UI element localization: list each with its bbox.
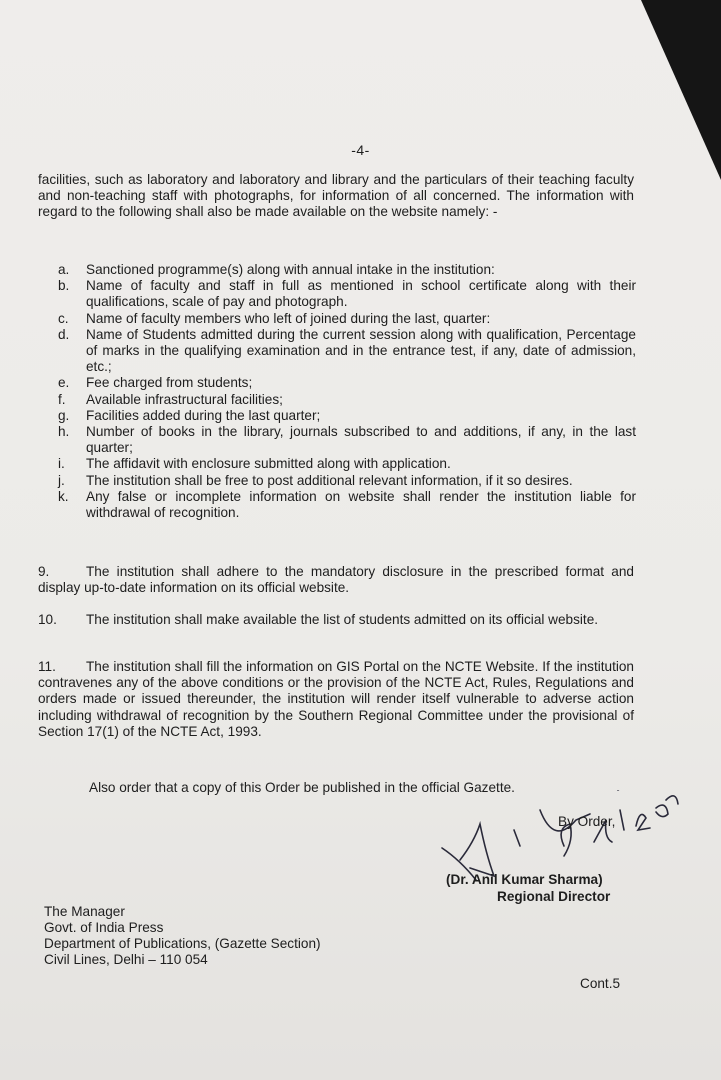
- paragraph-text: The institution shall make available the list of students admitted on its official website.: [86, 612, 599, 627]
- list-item-text: Name of Students admitted during the current session along with qualification, Percentage of marks in the qualifying examination and in the entrance test, if any, date of admission, etc.;: [86, 326, 636, 375]
- list-item-text: Sanctioned programme(s) along with annual intake in the institution:: [86, 262, 495, 277]
- list-item-text: Number of books in the library, journals subscribed to and additions, if any, in the last quarter;: [86, 424, 636, 456]
- list-item: [58, 327, 636, 376]
- paragraph-number: 10.: [38, 612, 57, 627]
- list-item: [58, 262, 636, 278]
- list-item-text: Fee charged from students;: [86, 375, 253, 391]
- list-item-letter: g.: [58, 407, 70, 423]
- list-item-letter: k.: [58, 488, 69, 504]
- list-item-letter: a.: [58, 262, 70, 277]
- list-item-text: Any false or incomplete information on website shall render the institution liable for withdrawal of recognition.: [86, 488, 636, 521]
- paragraph-11: [38, 659, 634, 740]
- list-item-letter: h.: [58, 424, 70, 440]
- list-item: [58, 278, 636, 310]
- paragraph-10: [38, 612, 634, 628]
- gazette-order: Also order that a copy of this Order be published in the official Gazette.: [89, 780, 515, 795]
- by-order-text: By Order,: [558, 814, 616, 829]
- paragraph-text: The institution shall fill the information on GIS Portal on the NCTE Website. If the institution contravenes any of the above conditions or the provision of the NCTE Act, Rules, Regulations and orders made or issued thereunder, the institution will render itself vulnerable to adverse action including withdrawal of recognition by the Southern Regional Committee under the provisional of Section 17(1) of the NCTE Act, 1993.: [38, 659, 634, 739]
- paragraph-text: The institution shall adhere to the mandatory disclosure in the prescribed format and display up-to-date information on its official website.: [38, 564, 634, 596]
- list-item: [58, 392, 636, 408]
- list-item-letter: c.: [58, 310, 69, 326]
- list-item: [58, 408, 636, 424]
- list-item-letter: b.: [58, 278, 70, 294]
- paragraph-9: [38, 564, 634, 596]
- disclosure-list: [58, 262, 636, 521]
- list-item-letter: j.: [58, 472, 65, 488]
- list-item-text: Available infrastructural facilities;: [86, 391, 283, 407]
- continuation-note: Cont.5: [580, 976, 621, 991]
- addressee-line: Department of Publications, (Gazette Section): [44, 936, 321, 951]
- list-item-letter: d.: [58, 326, 70, 342]
- list-item: [58, 311, 636, 327]
- list-item-letter: i.: [58, 456, 65, 472]
- list-item: [58, 424, 636, 456]
- list-item: [58, 375, 636, 391]
- list-item-text: Name of faculty members who left of joined during the last, quarter:: [86, 310, 491, 326]
- list-item-letter: f.: [58, 391, 66, 407]
- list-item-text: Name of faculty and staff in full as mentioned in school certificate along with their qualifications, scale of pay and photograph.: [86, 278, 636, 310]
- addressee-line: Govt. of India Press: [44, 920, 164, 935]
- paragraph-number: 9.: [38, 564, 50, 579]
- list-item: [58, 489, 636, 521]
- list-item: [58, 456, 636, 472]
- list-item-text: The affidavit with enclosure submitted along with application.: [86, 456, 451, 472]
- addressee-line: Civil Lines, Delhi – 110 054: [44, 952, 208, 967]
- list-item-letter: e.: [58, 375, 70, 391]
- signatory-name: (Dr. Anil Kumar Sharma): [446, 872, 603, 887]
- signatory-designation: Regional Director: [497, 889, 611, 904]
- intro-paragraph: facilities, such as laboratory and laboratory and library and the particulars of their teaching faculty and non-teaching staff with photographs, for information of all concerned. The information with regard to the following shall also be made available on the website namely: -: [38, 172, 634, 220]
- page-number: -4-: [351, 142, 370, 158]
- list-item: [58, 473, 636, 489]
- list-item-text: The institution shall be free to post additional relevant information, if it so desires.: [86, 472, 573, 488]
- paragraph-number: 11.: [38, 659, 56, 674]
- list-item-text: Facilities added during the last quarter;: [86, 407, 321, 423]
- addressee-line: The Manager: [44, 904, 125, 919]
